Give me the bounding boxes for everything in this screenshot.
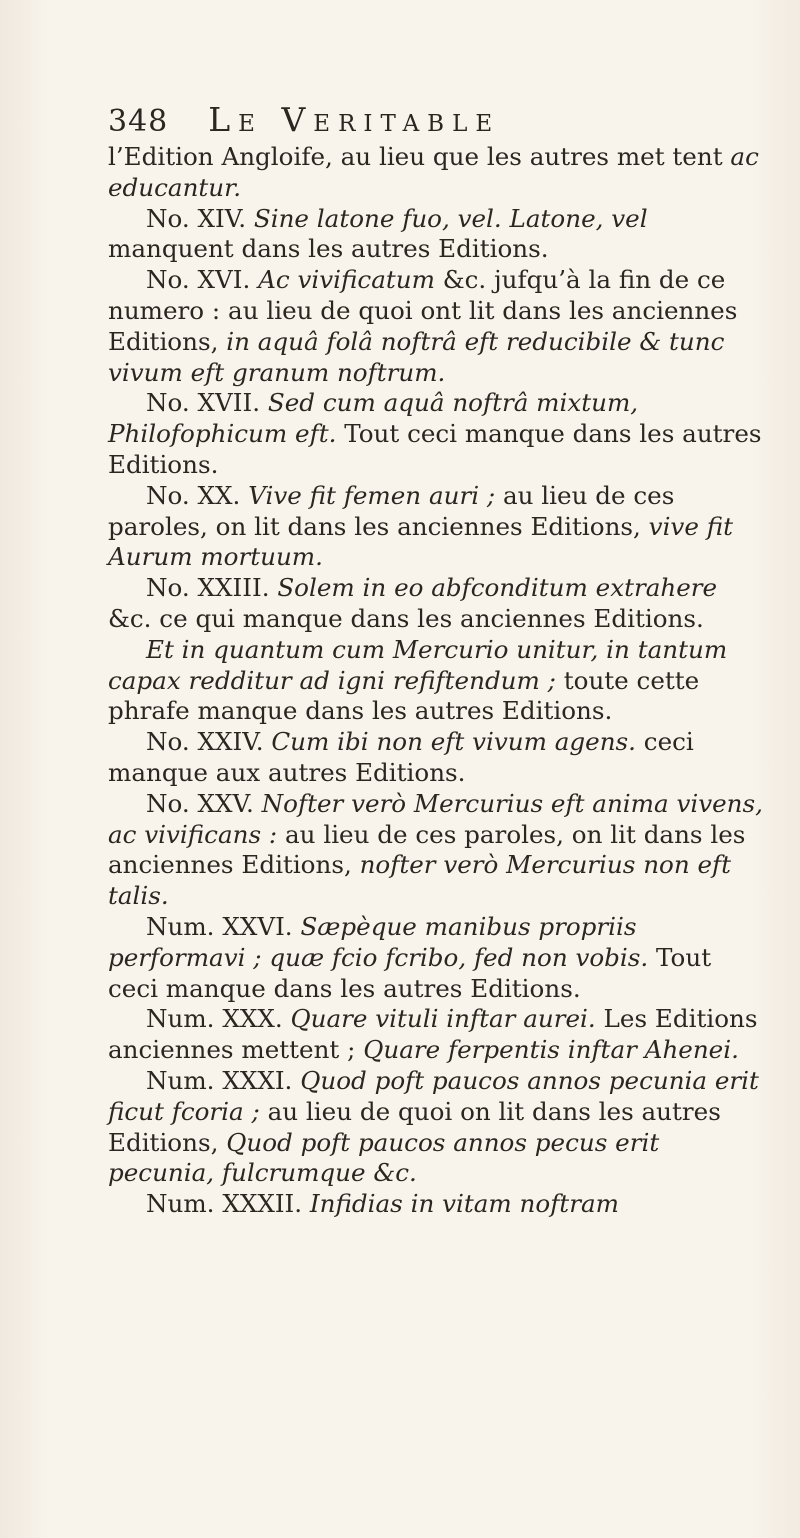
paragraph-no-xxiv [108, 727, 768, 789]
paragraph-num-xxxi [108, 1066, 768, 1189]
italic-latin-text: Sine latone fuo, vel. Latone, vel [253, 203, 648, 233]
body-run: Num. XXXI. [146, 1065, 301, 1095]
italic-latin-text: vive fit Aurum mortuum. [108, 511, 733, 572]
running-title: Le Veritable [208, 100, 501, 139]
italic-latin-text: in aquâ folâ noftrâ eft reducibile & tunc vivum eft granum noftrum. [108, 326, 725, 387]
body-run: Num. XXXII. [146, 1189, 310, 1219]
body-run: No. XIV. [146, 203, 254, 233]
paragraph-no-xxv [108, 789, 768, 912]
paragraph-no-xvi [108, 265, 768, 388]
body-run: Num. XXVI. [146, 911, 301, 941]
body-run: Tout ceci manque dans les autres Editions. [108, 942, 712, 1003]
italic-latin-text: Infidias in vitam noftram [309, 1189, 619, 1219]
italic-latin-text: Solem in eo abfconditum extrahere [277, 573, 718, 603]
body-run: manquent dans les autres Editions. [108, 234, 549, 264]
paragraph-no-xxiii [108, 573, 768, 635]
body-run: Les Editions anciennes mettent ; [108, 1004, 758, 1065]
italic-latin-text: Quod poft paucos annos pecus erit pecunia, fulcrumque &c. [108, 1127, 660, 1188]
paragraph-num-xxx [108, 1004, 768, 1066]
italic-latin-text: Sæpèque manibus propriis performavi ; quæ fcio fcribo, fed non vobis. [108, 911, 649, 972]
paragraph-no-xvii [108, 388, 768, 480]
italic-latin-text: Sed cum aquâ noftrâ mixtum, Philofophicum eft. [108, 388, 639, 449]
paragraph-no-xx [108, 481, 768, 573]
italic-latin-text: nofter verò Mercurius non eft talis. [108, 850, 732, 911]
body-run: l’Edition Angloife, au lieu que les autres met tent [108, 142, 731, 171]
body-run: &c. ce qui manque dans les anciennes Editions. [108, 603, 704, 633]
paragraph-et-in-quantum [108, 635, 768, 727]
page-header [108, 100, 748, 144]
paragraph-cont [108, 142, 768, 204]
italic-latin-text: Quare ferpentis inftar Ahenei. [363, 1035, 739, 1065]
body-run: au lieu de quoi on lit dans les autres Editions, [108, 1096, 721, 1157]
italic-latin-text: ac educantur. [108, 142, 759, 202]
italic-latin-text: Ac vivificatum [258, 265, 435, 295]
body-run: Num. XXX. [146, 1004, 291, 1034]
italic-latin-text: Quare vituli inftar aurei. [290, 1004, 596, 1034]
body-run: ceci manque aux autres Editions. [108, 727, 694, 787]
body-run: No. XXIII. [146, 573, 278, 603]
italic-latin-text: Et in quantum cum Mercurio unitur, in tantum capax redditur ad igni refiftendum ; [108, 634, 728, 695]
italic-latin-text: Vive fit femen auri ; [248, 480, 496, 510]
body-run: &c. jufqu’à la fin de ce numero : au lieu de quoi ont lit dans les anciennes Editions, [108, 265, 738, 356]
body-run: No. XX. [146, 480, 249, 510]
body-run: No. XXIV. [146, 727, 272, 757]
body-run: No. XVI. [146, 265, 259, 295]
italic-latin-text: Quod poft paucos annos pecunia erit ficut fcoria ; [108, 1065, 759, 1126]
italic-latin-text: Cum ibi non eft vivum agens. [271, 727, 636, 757]
paragraph-num-xxvi [108, 912, 768, 1004]
body-run: No. XXV. [146, 788, 262, 818]
body-run: au lieu de ces paroles, on lit dans les anciennes Editions, [108, 819, 746, 880]
page-number: 348 [108, 104, 169, 139]
body-run: Tout ceci manque dans les autres Editions. [108, 419, 762, 479]
paragraph-num-xxxii [108, 1189, 768, 1220]
body-run: au lieu de ces paroles, on lit dans les anciennes Editions, [108, 480, 675, 541]
paragraph-no-xiv [108, 204, 768, 266]
italic-latin-text: Nofter verò Mercurius eft anima vivens, ac vivificans : [108, 788, 763, 849]
body-run: No. XVII. [146, 388, 268, 418]
body-text [108, 142, 768, 1220]
body-run: toute cette phrafe manque dans les autres Editions. [108, 665, 700, 726]
